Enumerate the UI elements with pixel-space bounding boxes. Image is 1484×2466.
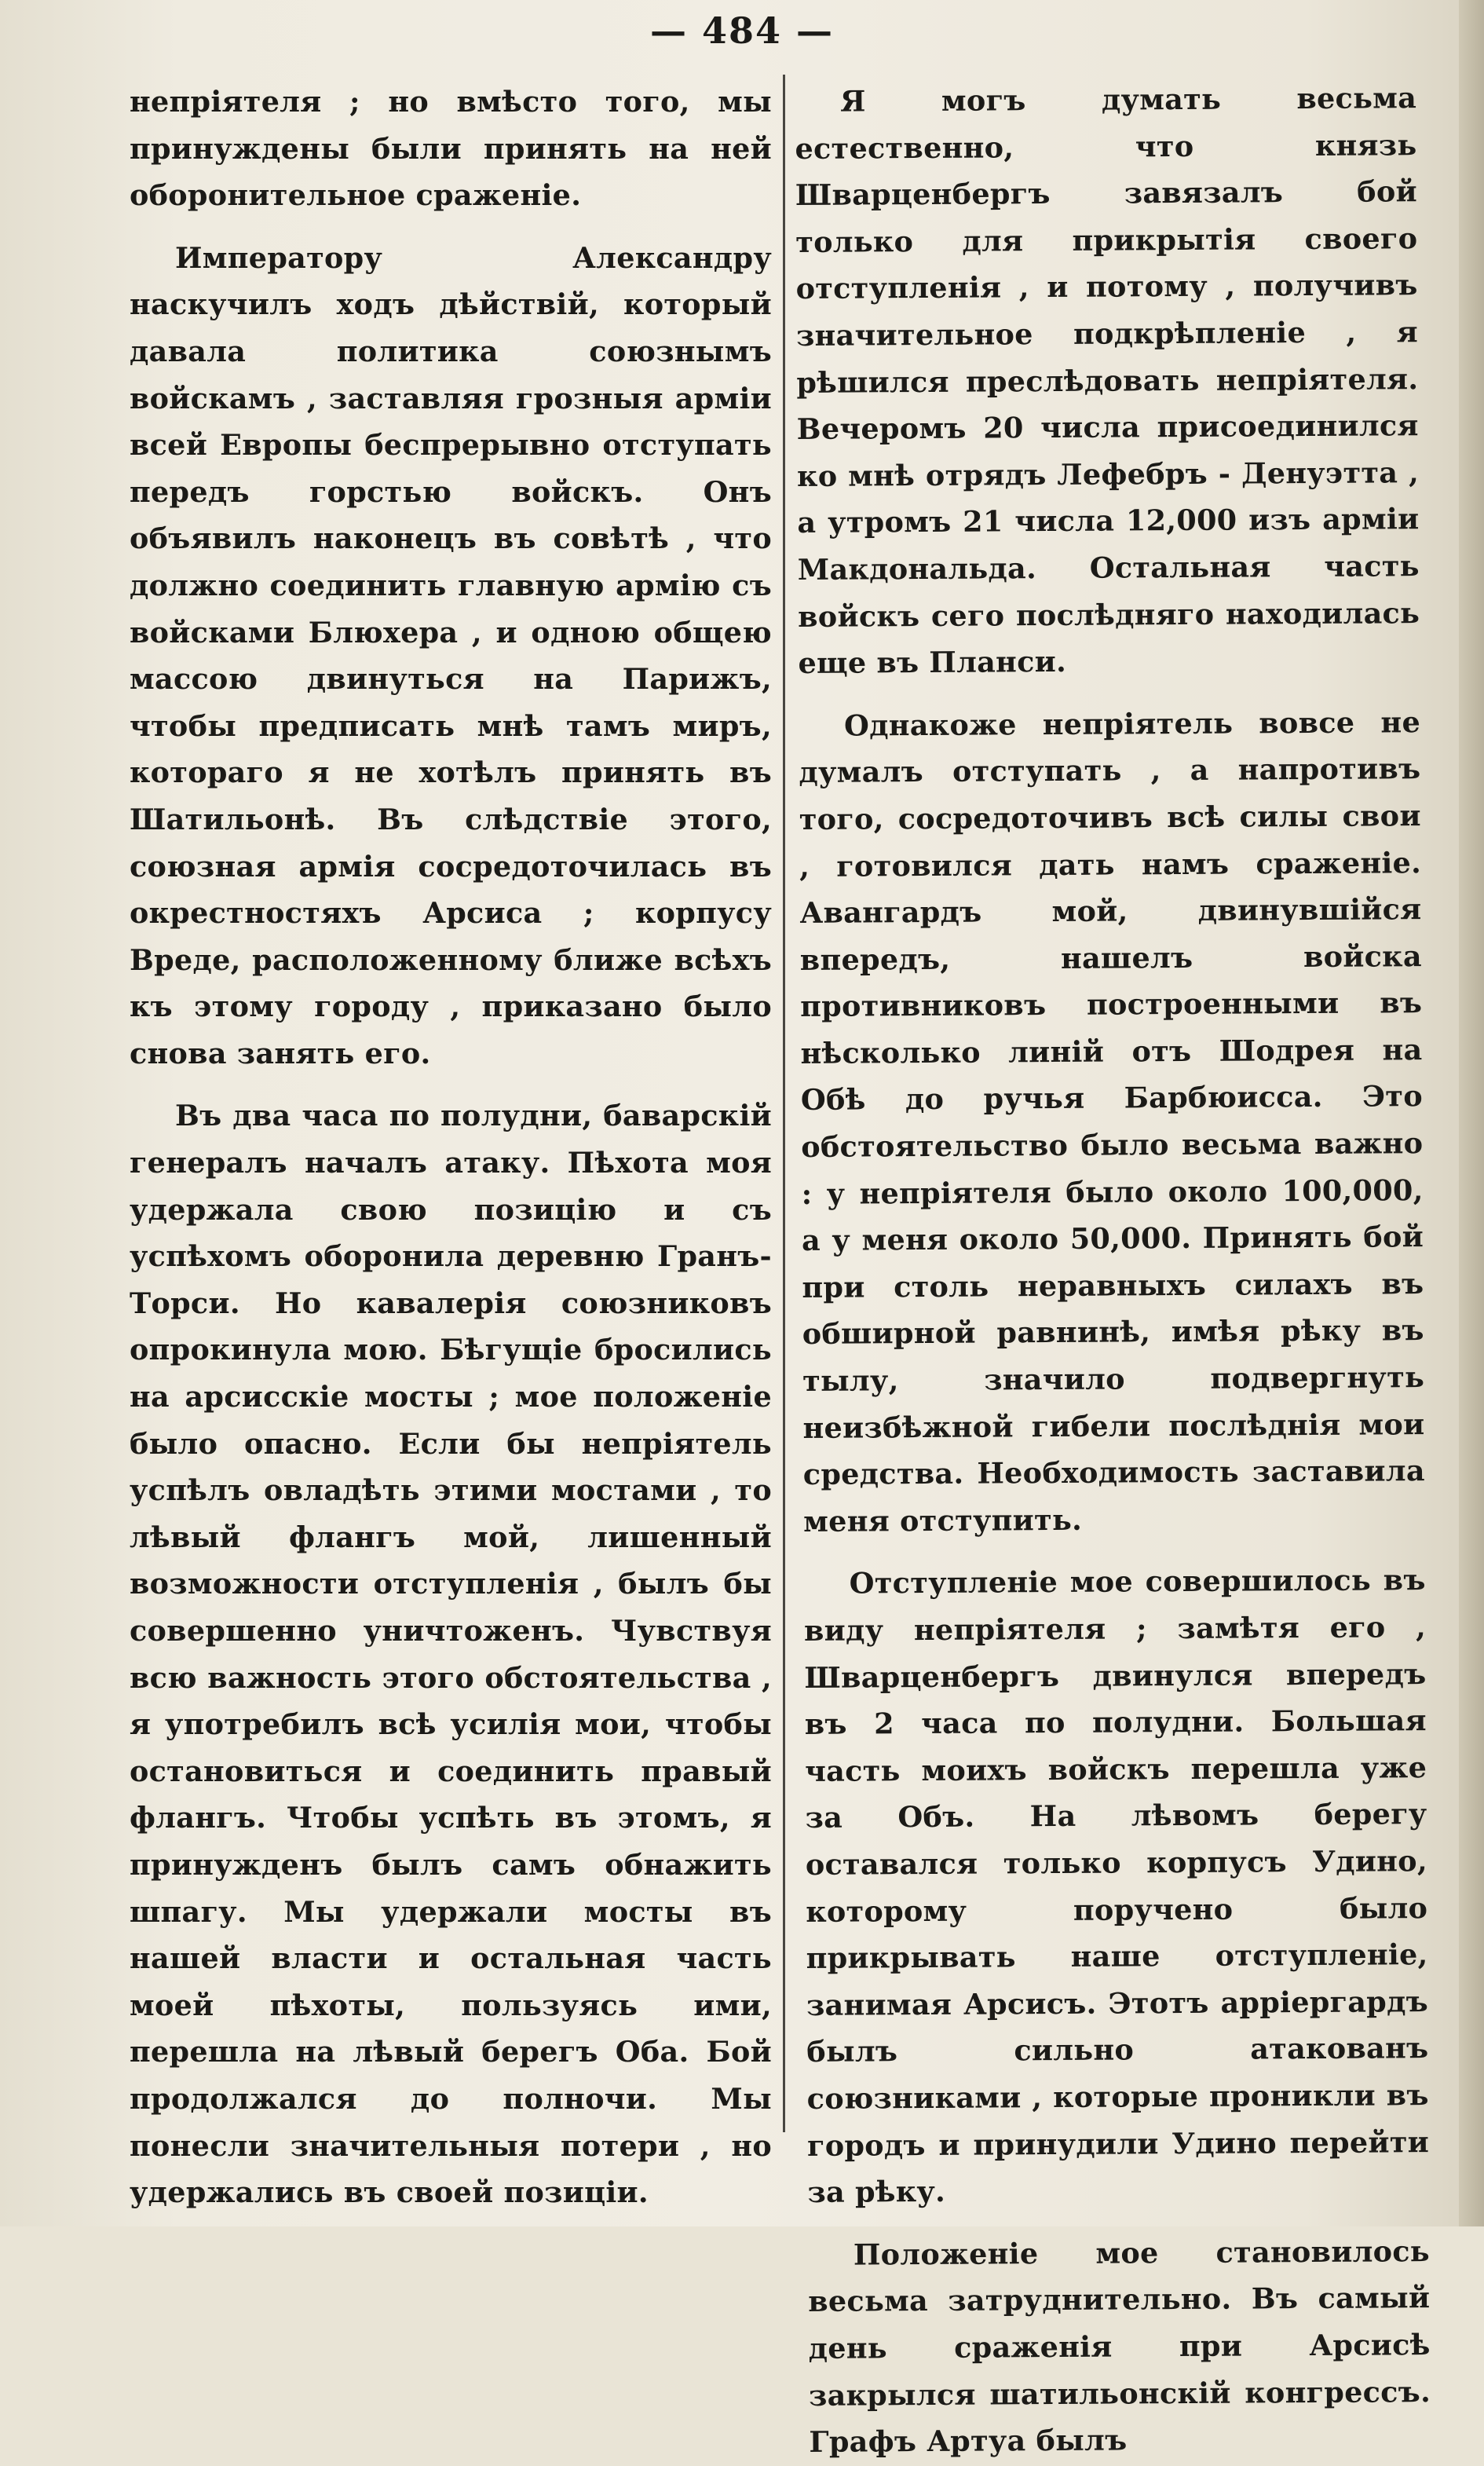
left-column [130, 79, 772, 2210]
right-column [795, 75, 1431, 2460]
paragraph: Положеніе мое становилось весьма затруднительно. Въ самый день сраженія при Арсисѣ закрылся шатильонскій конгрессъ. Графъ Артуа былъ [808, 2234, 1431, 2460]
paragraph: Императору Александру наскучилъ ходъ дѣйствій, который давала политика союзнымъ войскамъ , заставляя грозныя арміи всей Европы беспрерывно отступать передъ горстью войскъ. Онъ объявилъ наконецъ въ совѣтѣ , что должно соединить главную армію съ войсками Блюхера , и одною общею массою двинуться на Парижъ, чтобы предписать мнѣ тамъ миръ, котораго я не хотѣлъ принять въ Шатильонѣ. Въ слѣдствіе этого, союзная армія сосредоточилась въ окрестностяхъ Арсиса ; корпусу Вреде, расположенному ближе всѣхъ къ этому городу , приказано было снова занять его. [130, 240, 772, 1070]
page-edge [1459, 0, 1484, 2226]
paragraph: Я могъ думать весьма естественно, что князь Шварценбергъ завязалъ бой только для прикрытія своего отступленія , и потому , получивъ значительное подкрѣпленіе , я рѣшился преслѣдовать непріятеля. Вечеромъ 20 числа присоединился ко мнѣ отрядъ Лефебръ - Денуэтта , а утромъ 21 числа 12,000 изъ арміи Макдональда. Остальная часть войскъ сего послѣдняго находилась еще въ Планси. [795, 81, 1420, 681]
paragraph: непріятеля ; но вмѣсто того, мы принуждены были принять на ней оборонительное сраженіе. [130, 85, 772, 213]
column-divider [783, 75, 785, 2132]
page-number: — 484 — [649, 9, 835, 52]
paragraph: Отступленіе мое совершилось въ виду непріятеля ; замѣтя его , Шварценбергъ двинулся впередъ въ 2 часа по полудни. Большая часть моихъ войскъ перешла уже за Объ. На лѣвомъ берегу оставался только корпусъ Удино, которому поручено было прикрывать наше отступленіе, занимая Арсисъ. Этотъ аррiергардъ былъ сильно атакованъ союзниками , которые проникли въ городъ и принудили Удино перейти за рѣку. [803, 1563, 1430, 2210]
paragraph: Въ два часа по полудни, баварскій генералъ началъ атаку. Пѣхота моя удержала свою позицію и съ успѣхомъ оборонила деревню Гранъ-Торси. Но кавалерія союзниковъ опрокинула мою. Бѣгущіе бросились на арсисскіе мосты ; мое положеніе было опасно. Если бы непріятель успѣлъ овладѣть этими мостами , то лѣвый флангъ мой, лишенный возможности отступленія , былъ бы совершенно уничтоженъ. Чувствуя всю важность этого обстоятельства , я употребилъ всѣ усилія мои, чтобы остановиться и соединить правый флангъ. Чтобы успѣть въ этомъ, я принужденъ былъ самъ обнажить шпагу. Мы удержали мосты въ нашей власти и остальная часть моей пѣхоты, пользуясь ими, перешла на лѣвый берегъ Оба. Бой продолжался до полночи. Мы понесли значительныя потери , но удержались въ своей позиціи. [130, 1099, 772, 2210]
paragraph: Однакоже непріятель вовсе не думалъ отступать , а напротивъ того, сосредоточивъ всѣ силы свои , готовился дать намъ сраженіе. Авангардъ мой, двинувшійся впередъ, нашелъ войска противниковъ построенными въ нѣсколько линій отъ Шодрея на Обѣ до ручья Барбюисса. Это обстоятельство было весьма важно : у непріятеля было около 100,000, а у меня около 50,000. Принять бой при столь неравныхъ силахъ въ обширной равнинѣ, имѣя рѣку въ тылу, значило подвергнуть неизбѣжной гибели послѣднія мои средства. Необходимость заставила меня отступить. [799, 704, 1425, 1539]
